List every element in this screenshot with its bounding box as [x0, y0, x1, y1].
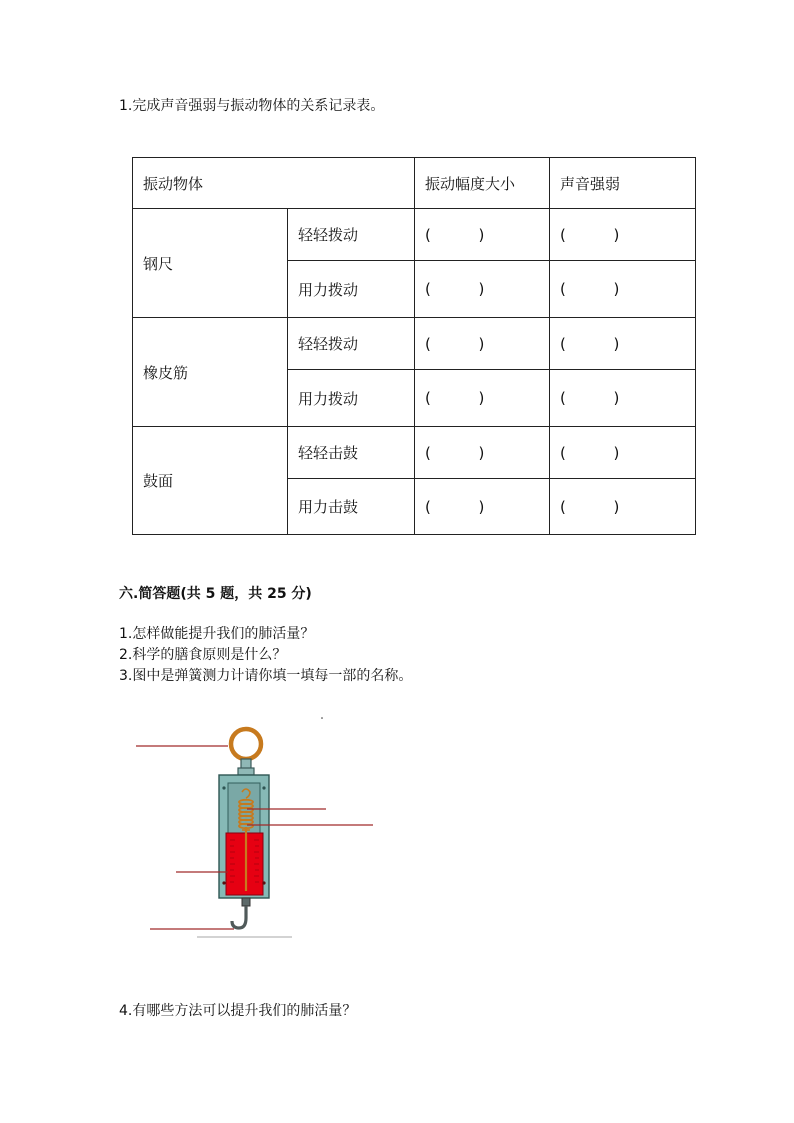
amplitude-blank[interactable]: ( ) [415, 479, 550, 535]
amplitude-blank[interactable]: ( ) [415, 427, 550, 479]
table-row [133, 318, 696, 370]
action-cell: 用力拨动 [288, 370, 415, 427]
action-cell: 轻轻击鼓 [288, 427, 415, 479]
question-text: 3.图中是弹簧测力计请你填一填每一部的名称。 [119, 668, 413, 684]
header-amplitude: 振动幅度大小 [415, 158, 550, 209]
table-header-row [133, 158, 696, 209]
loudness-blank[interactable]: ( ) [550, 479, 696, 535]
amplitude-blank[interactable]: ( ) [415, 370, 550, 427]
loudness-blank[interactable]: ( ) [550, 427, 696, 479]
loudness-blank[interactable]: ( ) [550, 261, 696, 318]
action-cell: 用力拨动 [288, 261, 415, 318]
amplitude-blank[interactable]: ( ) [415, 318, 550, 370]
question-text: 1.怎样做能提升我们的肺活量？ [119, 626, 315, 642]
question-text: 4.有哪些方法可以提升我们的肺活量？ [119, 1003, 357, 1019]
loudness-blank[interactable]: ( ) [550, 370, 696, 427]
table-row [133, 427, 696, 479]
object-cell: 钢尺 [133, 209, 288, 318]
question-text: 2.科学的膳食原则是什么？ [119, 647, 287, 663]
object-cell: 橡皮筋 [133, 318, 288, 427]
header-object: 振动物体 [133, 158, 415, 209]
loudness-blank[interactable]: ( ) [550, 318, 696, 370]
loudness-blank[interactable]: ( ) [550, 209, 696, 261]
record-table [132, 157, 696, 535]
ring-icon [231, 729, 261, 759]
amplitude-blank[interactable]: ( ) [415, 261, 550, 318]
hook-icon [232, 906, 246, 928]
amplitude-blank[interactable]: ( ) [415, 209, 550, 261]
question-1-text: 1.完成声音强弱与振动物体的关系记录表。 [119, 98, 385, 114]
header-loudness: 声音强弱 [550, 158, 696, 209]
table-row [133, 209, 696, 261]
action-cell: 轻轻拨动 [288, 209, 415, 261]
action-cell: 轻轻拨动 [288, 318, 415, 370]
spring-scale-diagram [130, 713, 390, 948]
action-cell: 用力击鼓 [288, 479, 415, 535]
section-title: 六.简答题(共 5 题，共 25 分) [119, 586, 312, 602]
object-cell: 鼓面 [133, 427, 288, 535]
